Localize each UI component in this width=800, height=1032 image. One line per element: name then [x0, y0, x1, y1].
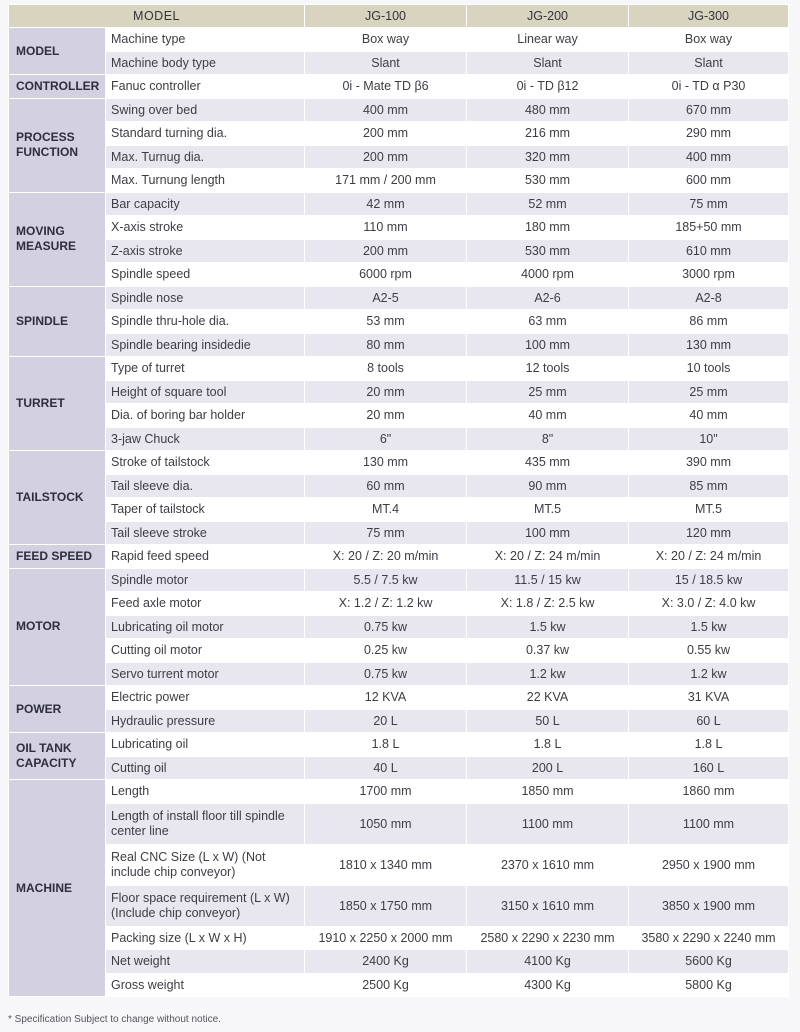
table-row [9, 592, 789, 616]
spec-value-jg100: 1050 mm [305, 803, 467, 844]
spec-value-jg300: 40 mm [629, 404, 789, 428]
spec-value-jg200: 2580 x 2290 x 2230 mm [467, 926, 629, 950]
spec-value-jg200: 0i - TD β12 [467, 75, 629, 99]
spec-table [8, 4, 789, 997]
spec-value-jg300: 86 mm [629, 310, 789, 334]
spec-value-jg200: 22 KVA [467, 686, 629, 710]
spec-item-label: Machine body type [106, 51, 305, 75]
spec-value-jg200: 100 mm [467, 333, 629, 357]
spec-value-jg300: 290 mm [629, 122, 789, 146]
spec-item-label: Spindle motor [106, 568, 305, 592]
spec-value-jg200: 480 mm [467, 98, 629, 122]
table-row [9, 498, 789, 522]
spec-value-jg200: 4000 rpm [467, 263, 629, 287]
category-label: POWER [9, 686, 106, 733]
table-row [9, 75, 789, 99]
spec-value-jg200: 3150 x 1610 mm [467, 885, 629, 926]
category-label: FEED SPEED [9, 545, 106, 569]
spec-item-label: Rapid feed speed [106, 545, 305, 569]
table-row [9, 216, 789, 240]
spec-value-jg200: 1850 mm [467, 780, 629, 804]
table-row [9, 263, 789, 287]
spec-item-label: Bar capacity [106, 192, 305, 216]
spec-value-jg200: 1.8 L [467, 733, 629, 757]
spec-value-jg100: 60 mm [305, 474, 467, 498]
category-label: CONTROLLER [9, 75, 106, 99]
spec-value-jg200: 1.5 kw [467, 615, 629, 639]
spec-item-label: Real CNC Size (L x W) (Not include chip conveyor) [106, 844, 305, 885]
spec-value-jg300: 2950 x 1900 mm [629, 844, 789, 885]
spec-value-jg200: 63 mm [467, 310, 629, 334]
table-row [9, 169, 789, 193]
spec-value-jg300: 185+50 mm [629, 216, 789, 240]
spec-value-jg200: 435 mm [467, 451, 629, 475]
table-row [9, 51, 789, 75]
spec-item-label: Machine type [106, 28, 305, 52]
spec-value-jg100: 20 mm [305, 380, 467, 404]
spec-item-label: Fanuc controller [106, 75, 305, 99]
spec-value-jg300: 1860 mm [629, 780, 789, 804]
spec-value-jg200: X: 20 / Z: 24 m/min [467, 545, 629, 569]
spec-item-label: Net weight [106, 950, 305, 974]
spec-value-jg100: 2400 Kg [305, 950, 467, 974]
spec-value-jg100: 12 KVA [305, 686, 467, 710]
spec-value-jg300: 15 / 18.5 kw [629, 568, 789, 592]
spec-value-jg300: 0i - TD α P30 [629, 75, 789, 99]
table-row [9, 286, 789, 310]
spec-item-label: X-axis stroke [106, 216, 305, 240]
spec-item-label: Stroke of tailstock [106, 451, 305, 475]
spec-value-jg200: 200 L [467, 756, 629, 780]
spec-item-label: Hydraulic pressure [106, 709, 305, 733]
spec-value-jg200: 12 tools [467, 357, 629, 381]
spec-item-label: Cutting oil [106, 756, 305, 780]
table-row [9, 521, 789, 545]
spec-item-label: Packing size (L x W x H) [106, 926, 305, 950]
spec-value-jg300: 10 tools [629, 357, 789, 381]
spec-value-jg200: 320 mm [467, 145, 629, 169]
spec-value-jg100: 75 mm [305, 521, 467, 545]
table-row [9, 404, 789, 428]
table-row [9, 686, 789, 710]
spec-value-jg200: 0.37 kw [467, 639, 629, 663]
table-row [9, 333, 789, 357]
spec-value-jg300: 1100 mm [629, 803, 789, 844]
spec-value-jg300: 31 KVA [629, 686, 789, 710]
model-jg100-header: JG-100 [305, 5, 467, 28]
spec-value-jg100: 1850 x 1750 mm [305, 885, 467, 926]
spec-item-label: Dia. of boring bar holder [106, 404, 305, 428]
spec-value-jg100: 130 mm [305, 451, 467, 475]
table-row [9, 192, 789, 216]
spec-item-label: Swing over bed [106, 98, 305, 122]
table-row [9, 451, 789, 475]
spec-item-label: Servo turrent motor [106, 662, 305, 686]
spec-value-jg300: 160 L [629, 756, 789, 780]
spec-value-jg300: MT.5 [629, 498, 789, 522]
spec-value-jg300: Slant [629, 51, 789, 75]
spec-value-jg100: 53 mm [305, 310, 467, 334]
spec-value-jg200: 100 mm [467, 521, 629, 545]
spec-value-jg300: 85 mm [629, 474, 789, 498]
category-label: TAILSTOCK [9, 451, 106, 545]
spec-value-jg100: 200 mm [305, 145, 467, 169]
spec-value-jg300: 5600 Kg [629, 950, 789, 974]
table-row [9, 780, 789, 804]
footnote: * Specification Subject to change without notice. [8, 1014, 221, 1025]
table-row [9, 756, 789, 780]
table-row [9, 474, 789, 498]
spec-value-jg300: 1.5 kw [629, 615, 789, 639]
table-row [9, 662, 789, 686]
spec-value-jg200: Slant [467, 51, 629, 75]
spec-value-jg200: 180 mm [467, 216, 629, 240]
spec-value-jg100: 1910 x 2250 x 2000 mm [305, 926, 467, 950]
spec-value-jg300: A2-8 [629, 286, 789, 310]
spec-value-jg300: 610 mm [629, 239, 789, 263]
spec-item-label: Max. Turnung length [106, 169, 305, 193]
category-label: TURRET [9, 357, 106, 451]
spec-item-label: Height of square tool [106, 380, 305, 404]
spec-item-label: Spindle nose [106, 286, 305, 310]
spec-item-label: Length of install floor till spindle center line [106, 803, 305, 844]
spec-value-jg200: 90 mm [467, 474, 629, 498]
spec-value-jg300: 25 mm [629, 380, 789, 404]
category-label: MOTOR [9, 568, 106, 686]
spec-value-jg300: Box way [629, 28, 789, 52]
spec-value-jg200: 216 mm [467, 122, 629, 146]
category-label: MODEL [9, 28, 106, 75]
spec-value-jg100: 2500 Kg [305, 973, 467, 997]
spec-value-jg200: 530 mm [467, 169, 629, 193]
spec-value-jg100: 0.75 kw [305, 662, 467, 686]
spec-value-jg300: 3580 x 2290 x 2240 mm [629, 926, 789, 950]
spec-value-jg300: 670 mm [629, 98, 789, 122]
spec-item-label: Spindle thru-hole dia. [106, 310, 305, 334]
spec-item-label: Cutting oil motor [106, 639, 305, 663]
spec-value-jg100: MT.4 [305, 498, 467, 522]
spec-item-label: Spindle speed [106, 263, 305, 287]
table-row [9, 98, 789, 122]
spec-value-jg100: X: 20 / Z: 20 m/min [305, 545, 467, 569]
spec-item-label: Taper of tailstock [106, 498, 305, 522]
table-row [9, 28, 789, 52]
table-row [9, 973, 789, 997]
table-row [9, 733, 789, 757]
table-row [9, 380, 789, 404]
spec-value-jg300: 120 mm [629, 521, 789, 545]
spec-value-jg300: 3850 x 1900 mm [629, 885, 789, 926]
spec-item-label: Type of turret [106, 357, 305, 381]
spec-value-jg200: 8" [467, 427, 629, 451]
spec-value-jg100: 20 L [305, 709, 467, 733]
spec-item-label: Standard turning dia. [106, 122, 305, 146]
spec-value-jg100: 0.75 kw [305, 615, 467, 639]
table-row [9, 615, 789, 639]
spec-value-jg200: 2370 x 1610 mm [467, 844, 629, 885]
spec-value-jg300: X: 3.0 / Z: 4.0 kw [629, 592, 789, 616]
spec-item-label: Electric power [106, 686, 305, 710]
spec-item-label: Floor space requirement (L x W) (Include chip conveyor) [106, 885, 305, 926]
category-label: MACHINE [9, 780, 106, 997]
spec-value-jg300: 390 mm [629, 451, 789, 475]
spec-value-jg100: 20 mm [305, 404, 467, 428]
spec-item-label: Spindle bearing insidedie [106, 333, 305, 357]
spec-item-label: Max. Turnug dia. [106, 145, 305, 169]
spec-value-jg100: 80 mm [305, 333, 467, 357]
spec-value-jg100: 110 mm [305, 216, 467, 240]
table-row [9, 639, 789, 663]
spec-value-jg100: 5.5 / 7.5 kw [305, 568, 467, 592]
spec-value-jg200: 25 mm [467, 380, 629, 404]
spec-value-jg300: 5800 Kg [629, 973, 789, 997]
table-row [9, 122, 789, 146]
spec-value-jg100: 40 L [305, 756, 467, 780]
spec-value-jg300: 400 mm [629, 145, 789, 169]
spec-value-jg100: 400 mm [305, 98, 467, 122]
category-label: OIL TANK CAPACITY [9, 733, 106, 780]
spec-value-jg100: 200 mm [305, 239, 467, 263]
category-label: SPINDLE [9, 286, 106, 357]
table-row [9, 803, 789, 844]
spec-value-jg100: 6000 rpm [305, 263, 467, 287]
spec-value-jg200: 4100 Kg [467, 950, 629, 974]
spec-value-jg300: 130 mm [629, 333, 789, 357]
model-jg300-header: JG-300 [629, 5, 789, 28]
spec-value-jg100: 6" [305, 427, 467, 451]
spec-value-jg300: 60 L [629, 709, 789, 733]
model-jg200-header: JG-200 [467, 5, 629, 28]
spec-value-jg100: 0.25 kw [305, 639, 467, 663]
spec-item-label: 3-jaw Chuck [106, 427, 305, 451]
spec-value-jg200: 1.2 kw [467, 662, 629, 686]
spec-item-label: Gross weight [106, 973, 305, 997]
spec-value-jg100: 1700 mm [305, 780, 467, 804]
spec-item-label: Length [106, 780, 305, 804]
spec-value-jg200: X: 1.8 / Z: 2.5 kw [467, 592, 629, 616]
table-row [9, 568, 789, 592]
table-row [9, 926, 789, 950]
spec-value-jg300: 3000 rpm [629, 263, 789, 287]
spec-value-jg200: 4300 Kg [467, 973, 629, 997]
spec-item-label: Z-axis stroke [106, 239, 305, 263]
table-row [9, 844, 789, 885]
spec-value-jg200: 530 mm [467, 239, 629, 263]
spec-value-jg200: MT.5 [467, 498, 629, 522]
spec-value-jg100: 42 mm [305, 192, 467, 216]
model-header: MODEL [9, 5, 305, 28]
table-row [9, 357, 789, 381]
table-row [9, 145, 789, 169]
spec-value-jg300: 600 mm [629, 169, 789, 193]
spec-value-jg300: 10" [629, 427, 789, 451]
spec-item-label: Feed axle motor [106, 592, 305, 616]
spec-value-jg100: 8 tools [305, 357, 467, 381]
spec-value-jg200: 1100 mm [467, 803, 629, 844]
table-row [9, 239, 789, 263]
spec-value-jg200: A2-6 [467, 286, 629, 310]
spec-item-label: Lubricating oil [106, 733, 305, 757]
spec-value-jg100: 1810 x 1340 mm [305, 844, 467, 885]
spec-body [9, 28, 789, 997]
header-row [9, 5, 789, 28]
spec-value-jg100: 0i - Mate TD β6 [305, 75, 467, 99]
table-row [9, 709, 789, 733]
spec-value-jg300: 1.2 kw [629, 662, 789, 686]
spec-value-jg100: 1.8 L [305, 733, 467, 757]
spec-value-jg100: X: 1.2 / Z: 1.2 kw [305, 592, 467, 616]
table-row [9, 427, 789, 451]
table-row [9, 885, 789, 926]
category-label: PROCESS FUNCTION [9, 98, 106, 192]
spec-value-jg300: 75 mm [629, 192, 789, 216]
category-label: MOVING MEASURE [9, 192, 106, 286]
spec-value-jg200: 40 mm [467, 404, 629, 428]
spec-value-jg300: 1.8 L [629, 733, 789, 757]
spec-value-jg300: X: 20 / Z: 24 m/min [629, 545, 789, 569]
spec-value-jg300: 0.55 kw [629, 639, 789, 663]
spec-item-label: Lubricating oil motor [106, 615, 305, 639]
table-row [9, 950, 789, 974]
table-row [9, 310, 789, 334]
spec-item-label: Tail sleeve dia. [106, 474, 305, 498]
table-row [9, 545, 789, 569]
spec-value-jg200: 11.5 / 15 kw [467, 568, 629, 592]
spec-value-jg100: 200 mm [305, 122, 467, 146]
spec-value-jg100: Box way [305, 28, 467, 52]
spec-value-jg200: Linear way [467, 28, 629, 52]
spec-value-jg200: 50 L [467, 709, 629, 733]
spec-value-jg100: 171 mm / 200 mm [305, 169, 467, 193]
spec-value-jg100: A2-5 [305, 286, 467, 310]
spec-value-jg200: 52 mm [467, 192, 629, 216]
spec-value-jg100: Slant [305, 51, 467, 75]
spec-item-label: Tail sleeve stroke [106, 521, 305, 545]
